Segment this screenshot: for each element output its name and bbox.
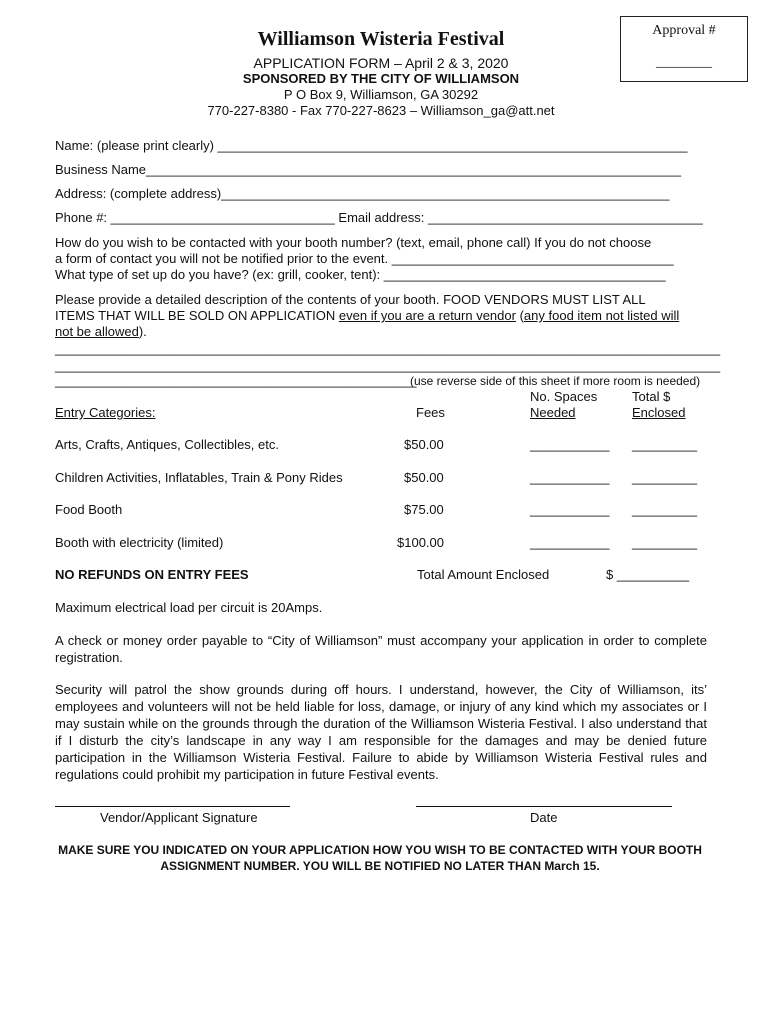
row-total[interactable]: _________ <box>632 502 698 517</box>
description-line2: ITEMS THAT WILL BE SOLD ON APPLICATION even if you are a return vendor (any food item not listed will <box>55 308 680 323</box>
business-name-field[interactable]: Business Name__________________________________________________________________________ <box>55 162 682 177</box>
row-fee: $75.00 <box>404 502 444 517</box>
signature-line[interactable] <box>55 806 290 807</box>
form-title: Williamson Wisteria Festival <box>257 28 505 50</box>
sponsor-line: SPONSORED BY THE CITY OF WILLIAMSON <box>242 71 520 86</box>
description-blank-1[interactable]: ____________________________________________________________________________________________ <box>55 341 721 356</box>
entry-categories-header: Entry Categories: <box>55 405 156 420</box>
description-blank-2[interactable]: ____________________________________________________________________________________________ <box>55 358 721 373</box>
liability-statement: Security will patrol the show grounds during off hours. I understand, however, the City of Williamson, its’ employees and volunteers will not be held liable for loss, damage, or injury of any kind which my associates or I may sustain while on the grounds through the duration of the Williamson Wisteria Festival. I also understand that if I disturb the city’s landscape in any way I am responsible for the damages and may be denied future participation in the Williamson Wisteria Festival. Failure to abide by Williamson Wisteria Festival rules and regulations could prohibit my participation in future Festival events. <box>55 682 707 782</box>
row-fee: $50.00 <box>404 437 444 452</box>
total-header-1: Total $ <box>632 389 671 404</box>
footer-line1: MAKE SURE YOU INDICATED ON YOUR APPLICATION HOW YOU WISH TO BE CONTACTED WITH YOUR BOOTH <box>58 843 702 857</box>
total-amount-label: Total Amount Enclosed <box>417 567 550 582</box>
row-fee: $100.00 <box>397 535 444 550</box>
no-refunds-notice: NO REFUNDS ON ENTRY FEES <box>55 567 249 582</box>
row-category: Arts, Crafts, Antiques, Collectibles, etc. <box>55 437 279 452</box>
setup-question[interactable]: What type of set up do you have? (ex: grill, cooker, tent): _______________________________________ <box>55 267 666 282</box>
payment-note: A check or money order payable to “City of Williamson” must accompany your application in order to complete registration. <box>55 633 707 665</box>
row-category: Food Booth <box>55 502 123 517</box>
row-total[interactable]: _________ <box>632 437 698 452</box>
description-line3: not be allowed). <box>55 324 147 339</box>
spaces-header-1: No. Spaces <box>530 389 598 404</box>
address-field[interactable]: Address: (complete address)______________________________________________________________ <box>55 186 670 201</box>
row-category: Booth with electricity (limited) <box>55 535 224 550</box>
description-line1: Please provide a detailed description of the contents of your booth. FOOD VENDORS MUST LIST ALL <box>55 292 646 307</box>
row-category: Children Activities, Inflatables, Train & Pony Rides <box>55 470 343 485</box>
description-blank-3[interactable]: __________________________________________________ <box>55 373 417 388</box>
signature-label: Vendor/Applicant Signature <box>100 810 258 825</box>
form-subtitle: APPLICATION FORM – April 2 & 3, 2020 <box>253 55 509 71</box>
spaces-header-2: Needed <box>530 405 576 420</box>
row-fee: $50.00 <box>404 470 444 485</box>
contact-question-line2[interactable]: a form of contact you will not be notified prior to the event. _______________________________________ <box>55 251 674 266</box>
fees-header: Fees <box>416 405 445 420</box>
mailing-address: P O Box 9, Williamson, GA 30292 <box>283 87 479 102</box>
total-header-2: Enclosed <box>632 405 686 420</box>
phone-email-field[interactable]: Phone #: _______________________________ Email address: ______________________________________ <box>55 210 703 225</box>
date-label: Date <box>530 810 558 825</box>
electrical-note: Maximum electrical load per circuit is 20Amps. <box>55 600 323 615</box>
row-spaces[interactable]: ___________ <box>530 535 610 550</box>
approval-label: Approval # <box>652 23 716 38</box>
name-field[interactable]: Name: (please print clearly) _________________________________________________________________ <box>55 138 688 153</box>
contact-info: 770-227-8380 - Fax 770-227-8623 – Williamson_ga@att.net <box>207 103 555 118</box>
total-amount-field[interactable]: $ __________ <box>606 567 690 582</box>
row-total[interactable]: _________ <box>632 535 698 550</box>
row-total[interactable]: _________ <box>632 470 698 485</box>
contact-question-line1: How do you wish to be contacted with your booth number? (text, email, phone call) If you do not choose <box>55 235 652 250</box>
row-spaces[interactable]: ___________ <box>530 470 610 485</box>
row-spaces[interactable]: ___________ <box>530 502 610 517</box>
date-line[interactable] <box>416 806 672 807</box>
row-spaces[interactable]: ___________ <box>530 437 610 452</box>
footer-notice <box>40 842 720 874</box>
footer-line2: ASSIGNMENT NUMBER. YOU WILL BE NOTIFIED NO LATER THAN March 15. <box>160 859 600 873</box>
approval-line: ________ <box>656 55 712 70</box>
reverse-side-note: (use reverse side of this sheet if more room is needed) <box>410 374 701 388</box>
